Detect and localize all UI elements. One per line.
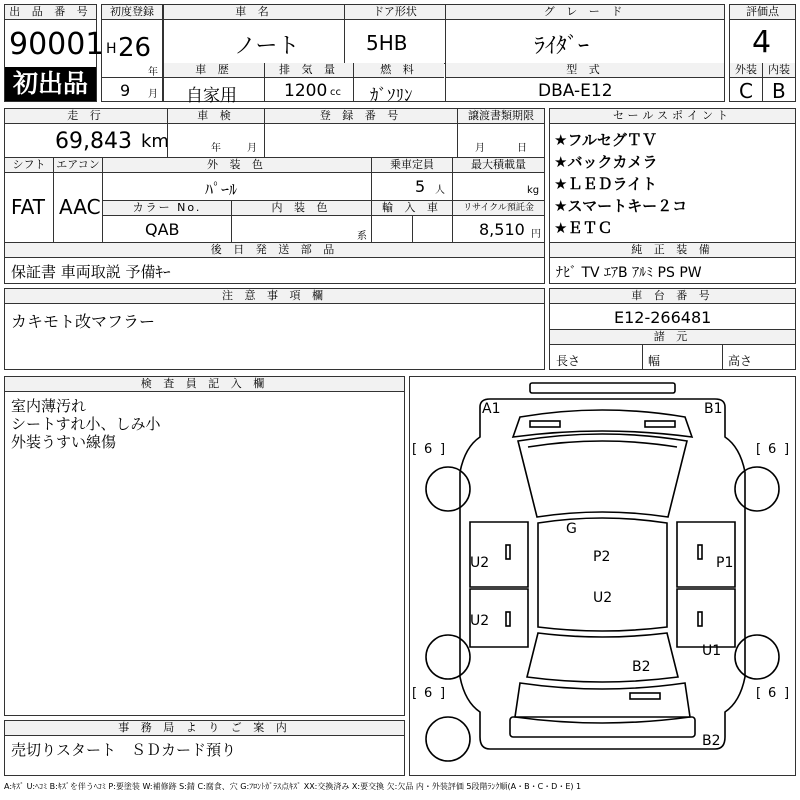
- width-label: 幅: [648, 354, 661, 368]
- diagram-mark: B1: [704, 401, 723, 417]
- accessories-label: 後 日 発 送 部 品: [5, 243, 544, 258]
- tire-mark-rear-right-open: [: [756, 686, 762, 701]
- vehicle-info-box: [163, 4, 725, 106]
- door-type: 5HB: [366, 31, 408, 55]
- office-label: 事 務 局 よ り ご 案 内: [5, 721, 404, 736]
- int-color-unit: 系: [357, 231, 367, 242]
- tire-mark-front-right-close: ]: [784, 442, 790, 457]
- car-name: ノート: [234, 34, 300, 59]
- inspection-year-unit: 年: [211, 143, 221, 154]
- history: 自家用: [186, 86, 237, 106]
- chassis-label: 車 台 番 号: [550, 289, 795, 304]
- ac-label: エアコン: [54, 158, 102, 173]
- diagram-mark: B2: [632, 659, 651, 675]
- model-label: 型 式: [446, 63, 724, 78]
- fuel: ｶﾞｿﾘﾝ: [370, 86, 413, 106]
- tire-mark-rear-left: 6: [424, 686, 433, 701]
- exterior-grade: C: [739, 79, 753, 103]
- diagram-mark: P2: [593, 549, 611, 565]
- recycle-label: リサイクル預託金: [453, 201, 544, 216]
- history-label: 車 歴: [164, 63, 264, 78]
- diagram-mark: U2: [593, 590, 613, 606]
- vehicle-details-box: [4, 108, 545, 284]
- reg-number-label: 登 録 番 号: [265, 109, 457, 124]
- grade-label: グ レ ー ド: [446, 5, 724, 20]
- recycle-unit: 円: [531, 229, 541, 240]
- tire-mark-front-left-close: ]: [440, 442, 446, 457]
- year-unit: 年: [148, 67, 158, 78]
- tire-mark-rear-left-open: [: [412, 686, 418, 701]
- diagram-mark: A1: [482, 401, 501, 417]
- tire-mark-rear-left-close: ]: [440, 686, 446, 701]
- diagram-mark: U2: [470, 555, 490, 571]
- month-unit: 月: [148, 89, 158, 100]
- overall-score: 4: [752, 25, 772, 60]
- import-label: 輸 入 車: [372, 201, 452, 216]
- capacity: 5: [415, 177, 426, 196]
- car-name-label: 車 名: [164, 5, 344, 20]
- office-text: 売切りスタート ＳＤカード預り: [11, 741, 237, 759]
- score-label: 評価点: [730, 5, 795, 20]
- load-label: 最大積載量: [453, 158, 544, 173]
- office-box: [4, 720, 405, 776]
- diagram-mark: U1: [702, 643, 722, 659]
- diagram-mark: P1: [716, 555, 734, 571]
- sales-point: ★バックカメラ: [554, 153, 658, 171]
- first-registration-box: [101, 4, 163, 102]
- sales-point: ★フルセグＴＶ: [554, 131, 657, 149]
- displacement: 1200: [284, 81, 328, 101]
- transfer-month-unit: 月: [475, 143, 485, 154]
- exterior-color: ﾊﾟｰﾙ: [205, 180, 238, 199]
- recycle-fee: 8,510: [479, 220, 525, 239]
- diagram-mark: B2: [702, 733, 721, 749]
- tire-mark-front-right: 6: [768, 442, 777, 457]
- accessories: 保証書 車両取説 予備ｷｰ: [11, 263, 171, 281]
- mileage-unit: km: [141, 131, 169, 152]
- equipment-label: 純 正 装 備: [550, 243, 795, 258]
- tire-mark-front-right-open: [: [756, 442, 762, 457]
- car-diagram: [410, 377, 795, 775]
- displacement-unit: cc: [330, 87, 341, 98]
- capacity-unit: 人: [435, 185, 445, 196]
- lot-label: 出 品 番 号: [5, 5, 96, 20]
- color-number: QAB: [145, 220, 180, 239]
- transfer-day-unit: 日: [517, 143, 527, 154]
- diagram-mark: U2: [470, 613, 490, 629]
- year: 26: [118, 33, 152, 63]
- diagram-mark: G: [566, 521, 577, 537]
- inspector-line: 室内薄汚れ: [11, 397, 87, 415]
- first-listing-badge: 初出品: [5, 67, 96, 101]
- car-diagram-box: [409, 376, 796, 776]
- inspection-label: 車 検: [168, 109, 264, 124]
- fuel-label: 燃 料: [354, 63, 444, 78]
- sales-points-box: [549, 108, 796, 284]
- first-reg-label: 初度登録: [102, 5, 162, 20]
- sales-point: ★ＬＥＤライト: [554, 175, 657, 193]
- lot-number: 90001: [9, 27, 105, 62]
- interior-grade: B: [772, 79, 786, 103]
- notes-label: 注 意 事 項 欄: [5, 289, 544, 304]
- chassis-box: [549, 288, 796, 370]
- notes-box: [4, 288, 545, 370]
- transfer-label: 譲渡書類期限: [458, 109, 544, 124]
- ext-color-label: 外 装 色: [103, 158, 371, 173]
- load-unit: kg: [527, 185, 540, 196]
- legend: A:ｷｽﾞ U:ﾍｺﾐ B:ｷｽﾞを伴うﾍｺﾐ P:要塗装 W:補修跡 S:錆 C:腐食、穴 G:ﾌﾛﾝﾄｶﾞﾗｽ点ｷｽﾞ XX:交換済み X:要交換 欠:欠品 内・外装評価 5段階ﾗﾝｸ順(A・B・C・D・E) 1: [4, 782, 582, 791]
- model-code: DBA-E12: [538, 81, 613, 101]
- lot-number-box: [4, 4, 105, 102]
- era: H: [106, 41, 117, 57]
- displacement-label: 排 気 量: [265, 63, 353, 78]
- door-label: ドア形状: [345, 5, 445, 20]
- inspector-box: [4, 376, 405, 716]
- sales-point: ★ＥＴＣ: [554, 219, 613, 237]
- tire-mark-rear-right-close: ]: [784, 686, 790, 701]
- score-box: [729, 4, 796, 102]
- inspector-line: 外装うすい線傷: [11, 433, 117, 451]
- sales-label: セールスポイント: [550, 109, 795, 124]
- inspector-line: シートすれ小、しみ小: [11, 415, 161, 433]
- tire-mark-front-left: 6: [424, 442, 433, 457]
- height-label: 高さ: [728, 354, 753, 368]
- int-color-label: 内 装 色: [232, 201, 371, 216]
- length-label: 長さ: [556, 354, 581, 368]
- tire-mark-rear-right: 6: [768, 686, 777, 701]
- equipment: ﾅﾋﾞ TV ｴｱB ｱﾙﾐ PS PW: [556, 265, 702, 281]
- interior-label: 内装: [763, 63, 795, 78]
- sales-point: ★スマートキー２コ: [554, 197, 688, 215]
- dims-label: 諸 元: [550, 330, 795, 345]
- capacity-label: 乗車定員: [372, 158, 452, 173]
- tire-mark-front-left-open: [: [412, 442, 418, 457]
- mileage: 69,843: [55, 129, 132, 154]
- inspector-label: 検 査 員 記 入 欄: [5, 377, 404, 392]
- notes-text: カキモト改マフラー: [11, 312, 156, 331]
- air-conditioner: AAC: [59, 195, 101, 219]
- grade: ﾗｲﾀﾞｰ: [534, 34, 590, 59]
- exterior-label: 外装: [730, 63, 762, 78]
- month: 9: [120, 81, 131, 100]
- inspection-month-unit: 月: [247, 143, 257, 154]
- shift: FAT: [11, 195, 46, 219]
- chassis-number: E12-266481: [614, 308, 712, 327]
- mileage-label: 走 行: [5, 109, 167, 124]
- shift-label: シフト: [5, 158, 53, 173]
- color-no-label: カラー No.: [103, 201, 231, 216]
